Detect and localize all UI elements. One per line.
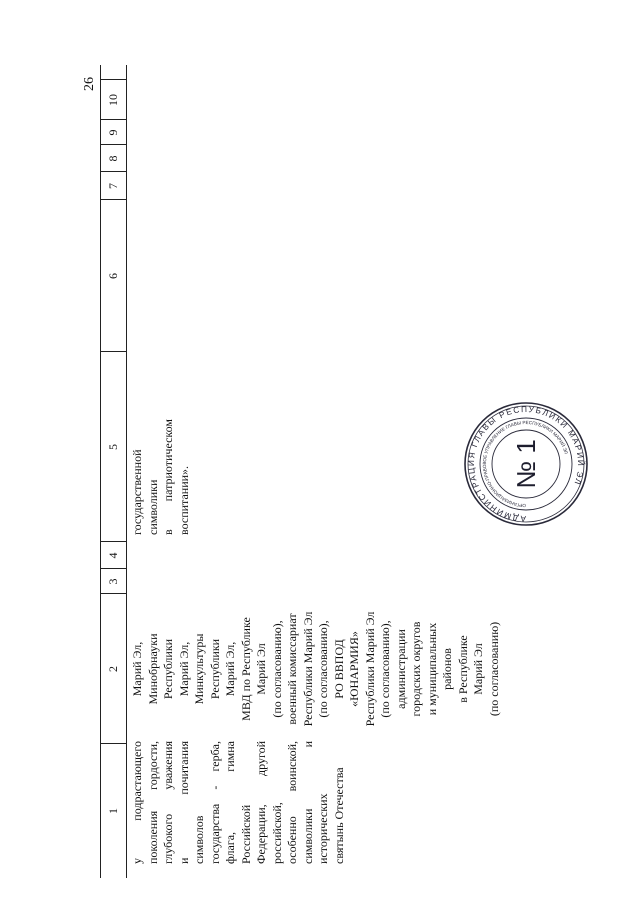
col1-line: у подрастающего — [130, 741, 144, 864]
col2-line: МВД по Республике — [238, 617, 253, 721]
col2-line: Минобрнауки — [145, 633, 160, 705]
col2-line: (по согласованию), — [269, 620, 284, 718]
col1-line: глубокого уважения — [161, 741, 175, 864]
col2-line: и муниципальных — [424, 622, 439, 716]
col2-line: Республики — [161, 638, 175, 700]
official-stamp — [462, 400, 590, 528]
header-col-9: 9 — [100, 119, 126, 145]
col2-line: Республики Марий Эл — [362, 611, 377, 727]
col5-line: в патриотическом — [161, 419, 175, 535]
col2-line: администрации — [393, 629, 408, 709]
col1-line: Российской — [238, 804, 253, 864]
col1-line: символов — [192, 815, 206, 864]
col1-line: поколения гордости, — [145, 741, 160, 864]
col2-line: военный комиссариат — [285, 613, 299, 725]
col1-line: символики и — [300, 741, 315, 864]
header-col-2: 2 — [100, 593, 126, 744]
stamp-number: № 1 — [511, 439, 541, 489]
col2-line: Республики Марий Эл — [300, 611, 315, 727]
col5-line: государственной — [130, 449, 144, 535]
col2-line: Марий Эл — [254, 643, 268, 695]
col1-line: флага, гимна — [223, 741, 237, 864]
col2-line: Республики — [207, 638, 222, 700]
header-col-7: 7 — [100, 171, 126, 200]
col1-line: и почитания — [176, 741, 191, 864]
col1-line: исторических — [316, 793, 330, 864]
header-col-1: 1 — [100, 743, 126, 878]
col2-line: РО ВВПОД — [331, 639, 346, 699]
col2-line: городских округов — [409, 621, 423, 717]
header-col-8: 8 — [100, 144, 126, 172]
col1-line: Федерации, другой — [254, 741, 268, 864]
stamp-inner-text: ОРГАНИЗАЦИОННО-ПРАВОВОЕ УПРАВЛЕНИЕ ГЛАВЫ РЕСПУБЛИКИ МАРИЙ ЭЛ — [481, 419, 569, 509]
col2-line: (по согласованию) — [486, 621, 501, 717]
col1-line: российской, — [269, 802, 284, 864]
col2-line: Марий Эл, — [176, 641, 191, 697]
col2-line: районов — [440, 648, 454, 690]
header-col-6: 6 — [100, 199, 126, 352]
col1-line: особенно воинской, — [285, 741, 299, 864]
col2-line: (по согласованию), — [378, 620, 392, 718]
col1-line: святынь Отечества — [331, 767, 346, 864]
col1-line: государства - герба, — [207, 741, 222, 864]
cell-col2-text — [130, 594, 502, 744]
cell-col5-text — [130, 419, 192, 535]
col2-line: Марий Эл, — [223, 641, 237, 697]
col5-line: воспитании». — [176, 465, 191, 535]
header-col-10: 10 — [100, 79, 126, 120]
cell-col1-text — [130, 741, 347, 864]
page-number: 26 — [82, 77, 97, 91]
col2-line: Минкультуры — [192, 633, 206, 705]
col2-line: (по согласованию), — [316, 620, 330, 718]
col5-line: символики — [145, 479, 160, 535]
col2-line: в Республике — [455, 635, 470, 703]
col2-line: Марий Эл, — [130, 641, 144, 697]
stamp-outer-text: АДМИНИСТРАЦИЯ ГЛАВЫ РЕСПУБЛИКИ МАРИЙ ЭЛ — [466, 404, 586, 524]
header-col-4: 4 — [100, 541, 126, 569]
header-col-5: 5 — [100, 351, 126, 542]
header-col-3: 3 — [100, 568, 126, 594]
table-header-divider — [126, 65, 127, 878]
col2-line: Марий Эл — [471, 643, 485, 695]
col2-line: «ЮНАРМИЯ» — [347, 631, 361, 707]
